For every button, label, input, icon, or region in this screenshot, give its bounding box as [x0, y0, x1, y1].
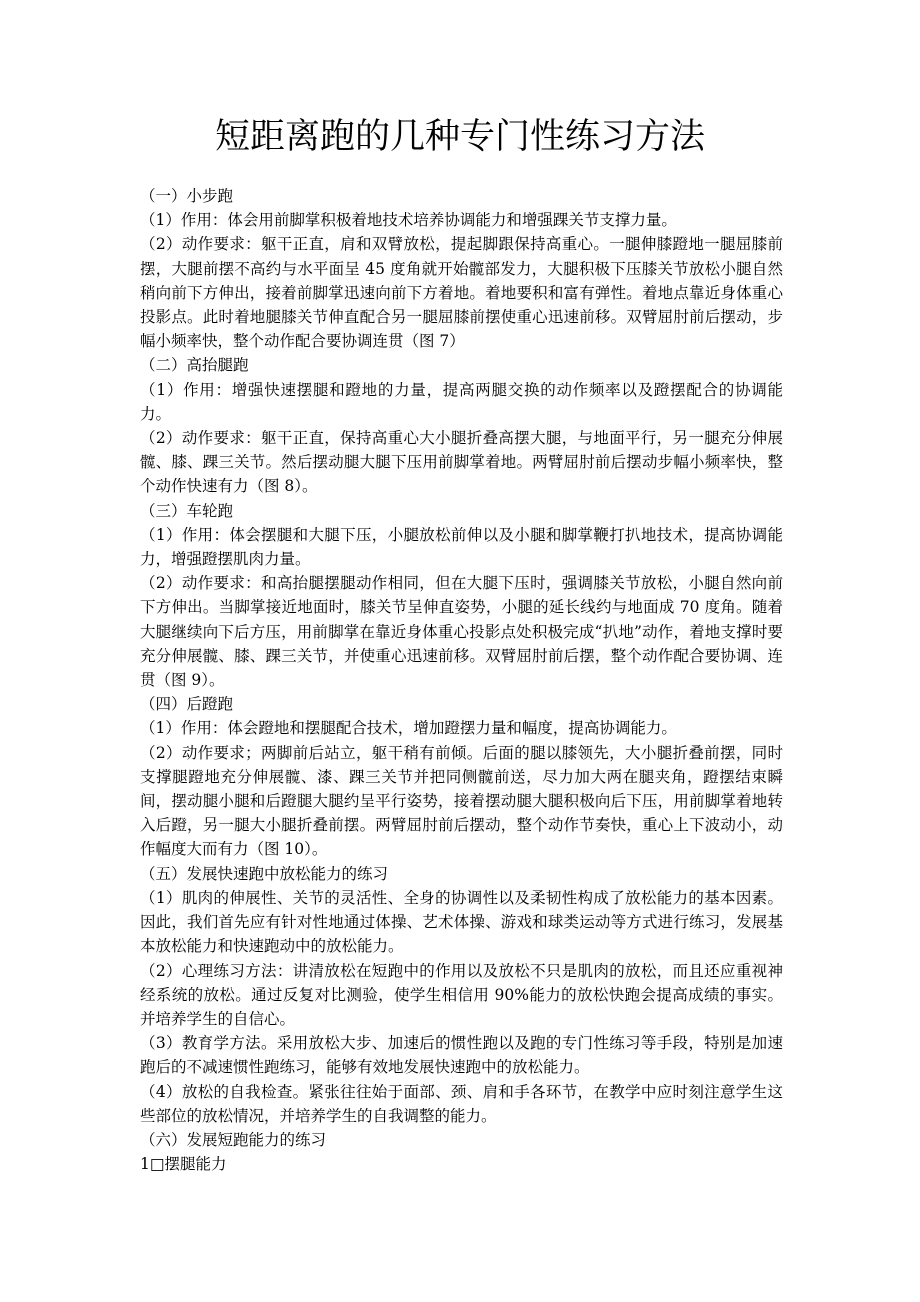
section-heading-2: （二）高抬腿跑	[140, 356, 249, 375]
subsection-heading: 1□摆腿能力	[140, 1155, 227, 1174]
paragraph: （1）作用：体会用前脚掌积极着地技术培养协调能力和增强踝关节支撑力量。	[140, 211, 677, 230]
paragraph: （2）动作要求：和高抬腿摆腿动作相同，但在大腿下压时，强调膝关节放松，小腿自然向前下方伸出。当脚掌接近地面时，膝关节呈伸直姿势，小腿的延长线约与地面成 70 度角。随着大腿继续向下后方压，用前脚掌在靠近身体重心投影点处积极完成“扒地”动作，着地支撑时要充分伸展髋、膝、踝三关节，并使重心迅速前移。双臂屈肘前后摆，整个动作配合要协调、连贯（图 9）。	[140, 574, 783, 690]
paragraph: （2）动作要求；两脚前后站立，躯干稍有前倾。后面的腿以膝领先，大小腿折叠前摆，同时支撑腿蹬地充分伸展髋、漆、踝三关节并把同侧髋前送，尽力加大两在腿夹角，蹬摆结束瞬间，摆动腿小腿和后蹬腿大腿约呈平行姿势，接着摆动腿大腿积极向后下压，用前脚掌着地转入后蹬，另一腿大小腿折叠前摆。两臂屈肘前后摆动，整个动作节奏快，重心上下波动小，动作幅度大而有力（图 10）。	[140, 743, 783, 859]
section-heading-4: （四）后蹬跑	[140, 695, 234, 714]
paragraph: （3）教育学方法。采用放松大步、加速后的惯性跑以及跑的专门性练习等手段，特别是加速跑后的不减速惯性跑练习，能够有效地发展快速跑中的放松能力。	[140, 1034, 783, 1077]
document-body	[140, 184, 783, 1176]
section-heading-1: （一）小步跑	[140, 187, 234, 205]
paragraph: （1）作用：体会摆腿和大腿下压，小腿放松前伸以及小腿和脚掌鞭打扒地技术，提高协调能力，增强蹬摆肌肉力量。	[140, 525, 783, 569]
paragraph: （1）作用：体会蹬地和摆腿配合技术，增加蹬摆力量和幅度，提高协调能力。	[140, 719, 677, 738]
paragraph: （2）动作要求：躯干正直，保持高重心大小腿折叠高摆大腿，与地面平行，另一腿充分伸展髋、膝、踝三关节。然后摆动腿大腿下压用前脚掌着地。两臂屈肘前后摆动步幅小频率快，整个动作快速有力（图 8）。	[140, 429, 783, 496]
paragraph: （4）放松的自我检查。紧张往往始于面部、颈、肩和手各环节，在教学中应时刻注意学生这些部位的放松情况，并培养学生的自我调整的能力。	[140, 1082, 783, 1125]
section-heading-3: （三）车轮跑	[140, 501, 234, 520]
section-heading-5: （五）发展快速跑中放松能力的练习	[140, 864, 389, 883]
paragraph: （1）肌肉的伸展性、关节的灵活性、全身的协调性以及柔韧性构成了放松能力的基本因素。因此，我们首先应有针对性地通过体操、艺术体操、游戏和球类运动等方式进行练习，发展基本放松能力和快速跑动中的放松能力。	[140, 888, 783, 956]
section-heading-6: （六）发展短跑能力的练习	[140, 1130, 327, 1149]
paragraph: （2）动作要求：躯干正直，肩和双臂放松，提起脚跟保持高重心。一腿伸膝蹬地一腿屈膝前摆，大腿前摆不高约与水平面呈 45 度角就开始髋部发力，大腿积极下压膝关节放松小腿自然稍向前下方伸出，接着前脚掌迅速向前下方着地。着地要积和富有弹性。着地点靠近身体重心投影点。此时着地腿膝关节伸直配合另一腿屈膝前摆使重心迅速前移。双臂屈肘前后摆动，步幅小频率快，整个动作配合要协调连贯（图 7）	[140, 235, 783, 351]
paragraph: （2）心理练习方法：讲清放松在短跑中的作用以及放松不只是肌肉的放松，而且还应重视神经系统的放松。通过反复对比测验，使学生相信用 90%能力的放松快跑会提高成绩的事实。并培养学生的自信心。	[140, 961, 783, 1028]
paragraph: （1）作用：增强快速摆腿和蹬地的力量，提高两腿交换的动作频率以及蹬摆配合的协调能力。	[140, 380, 783, 423]
document-title: 短距离跑的几种专门性练习方法	[214, 117, 705, 157]
